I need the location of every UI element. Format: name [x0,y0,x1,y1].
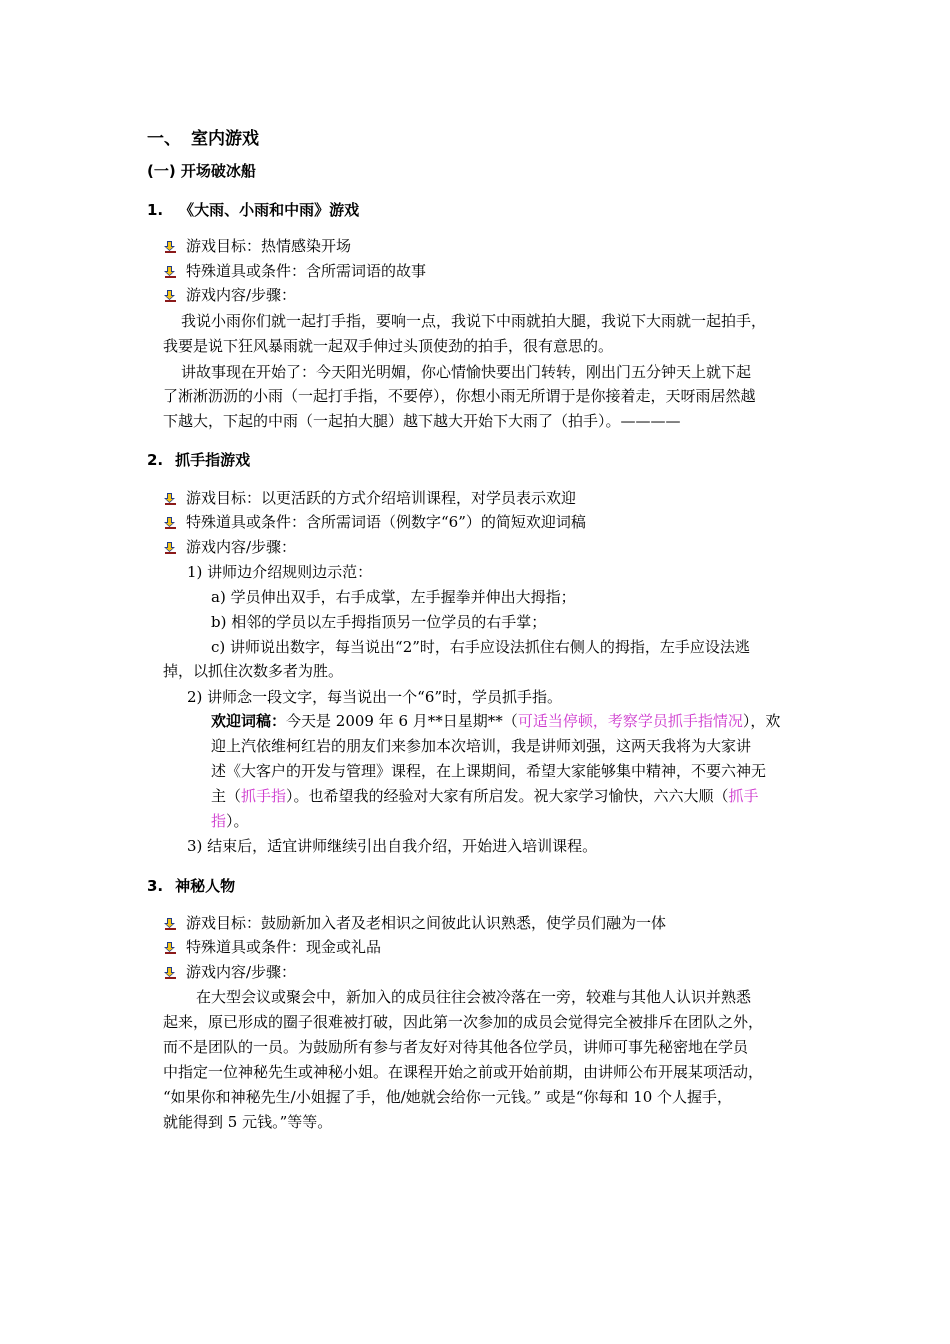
step-line: 1) 讲师边介绍规则边示范： [187,563,373,581]
step-line: c) 讲师说出数字，每当说出“2”时，右手应设法抓住右侧人的拇指，左手应设法逃 [211,638,750,656]
bullet-arrow-icon [163,541,177,555]
step-line: 掉，以抓住次数多者为胜。 [163,662,344,680]
paragraph-line: 下越大，下起的中雨（一起拍大腿）越下越大开始下大雨了（拍手）。———— [163,412,681,430]
subsection-heading: (一) 开场破冰船 [147,162,256,180]
paragraph-line: 起来，原已形成的圈子很难被打破，因此第一次参加的成员会觉得完全被排斥在团队之外， [163,1013,764,1031]
welcome-line: 主（抓手指）。也希望我的经验对大家有所启发。祝大家学习愉快，六六大顺（抓手 [211,787,759,805]
game-3-title: 神秘人物 [175,877,236,895]
section-heading [147,124,259,149]
game-1-bullet-3: 游戏内容/步骤： [186,286,297,304]
welcome-line: 述《大客户的开发与管理》课程，在上课期间，希望大家能够集中精神，不要六神无 [211,762,767,780]
game-3-number: 3. [147,877,164,895]
cue-text: 抓手 [728,787,759,805]
paragraph-line: 而不是团队的一员。为鼓励所有参与者友好对待其他各位学员，讲师可事先秘密地在学员 [163,1038,749,1056]
paragraph-line: 了淅淅沥沥的小雨（一起打手指，不要停），你想小雨无所谓于是你接着走，天呀雨居然越 [163,387,756,405]
step-line: 2) 讲师念一段文字，每当说出一个“6”时，学员抓手指。 [187,688,563,706]
game-2-bullet-2: 特殊道具或条件：含所需词语（例数字“6”）的简短欢迎词稿 [186,513,586,531]
game-1-heading [147,199,359,220]
bullet-arrow-icon [163,289,177,303]
section-number: 一、 [147,129,181,149]
step-line: 3) 结束后，适宜讲师继续引出自我介绍，开始进入培训课程。 [187,837,598,855]
step-line: b) 相邻的学员以左手拇指顶另一位学员的右手掌； [211,613,547,631]
bullet-arrow-icon [163,240,177,254]
cue-text: 指 [211,812,227,830]
game-3-bullet-3: 游戏内容/步骤： [186,963,297,981]
bullet-arrow-icon [163,492,177,506]
game-3-heading [147,875,235,896]
paragraph-line: 中指定一位神秘先生或神秘小姐。在课程开始之前或开始前期，由讲师公布开展某项活动， [163,1063,764,1081]
game-2-bullet-3: 游戏内容/步骤： [186,538,297,556]
game-3-bullet-1: 游戏目标：鼓励新加入者及老相识之间彼此认识熟悉，使学员们融为一体 [186,914,667,932]
game-1-bullet-1: 游戏目标：热情感染开场 [186,237,352,255]
cue-text: 抓手指 [241,787,287,805]
game-1-number: 1. [147,201,164,219]
bullet-arrow-icon [163,265,177,279]
paragraph-line: “如果你和神秘先生/小姐握了手，他/她就会给你一元钱。” 或是“你每和 10 个人握手， [163,1088,733,1106]
welcome-label: 欢迎词稿： [211,712,287,730]
bullet-arrow-icon [163,966,177,980]
bullet-arrow-icon [163,516,177,530]
cue-text: 可适当停顿，考察学员抓手指情况 [517,712,743,730]
welcome-line: 指）。 [211,812,249,830]
bullet-arrow-icon [163,941,177,955]
paragraph-line: 就能得到 5 元钱。”等等。 [163,1113,333,1131]
game-2-bullet-1: 游戏目标：以更活跃的方式介绍培训课程，对学员表示欢迎 [186,489,577,507]
step-line: a) 学员伸出双手，右手成掌，左手握拳并伸出大拇指； [211,588,576,606]
paragraph-line: 我要是说下狂风暴雨就一起双手伸过头顶使劲的拍手，很有意思的。 [163,337,614,355]
bullet-arrow-icon [163,917,177,931]
game-2-title: 抓手指游戏 [175,451,251,469]
paragraph-line: 我说小雨你们就一起打手指，要响一点，我说下中雨就拍大腿，我说下大雨就一起拍手， [181,312,767,330]
game-2-heading [147,449,250,470]
game-1-title: 《大雨、小雨和中雨》游戏 [179,201,360,219]
game-2-number: 2. [147,451,164,469]
paragraph-line: 讲故事现在开始了：今天阳光明媚，你心情愉快要出门转转，刚出门五分钟天上就下起 [181,363,752,381]
paragraph-line: 在大型会议或聚会中，新加入的成员往往会被冷落在一旁，较难与其他人认识并熟悉 [196,988,752,1006]
game-1-bullet-2: 特殊道具或条件：含所需词语的故事 [186,262,427,280]
welcome-line: 欢迎词稿：今天是 2009 年 6 月**日星期**（可适当停顿，考察学员抓手指情况），欢 [211,712,781,730]
welcome-line: 迎上汽依维柯红岩的朋友们来参加本次培训，我是讲师刘强，这两天我将为大家讲 [211,737,752,755]
game-3-bullet-2: 特殊道具或条件：现金或礼品 [186,938,382,956]
section-title: 室内游戏 [191,129,259,149]
